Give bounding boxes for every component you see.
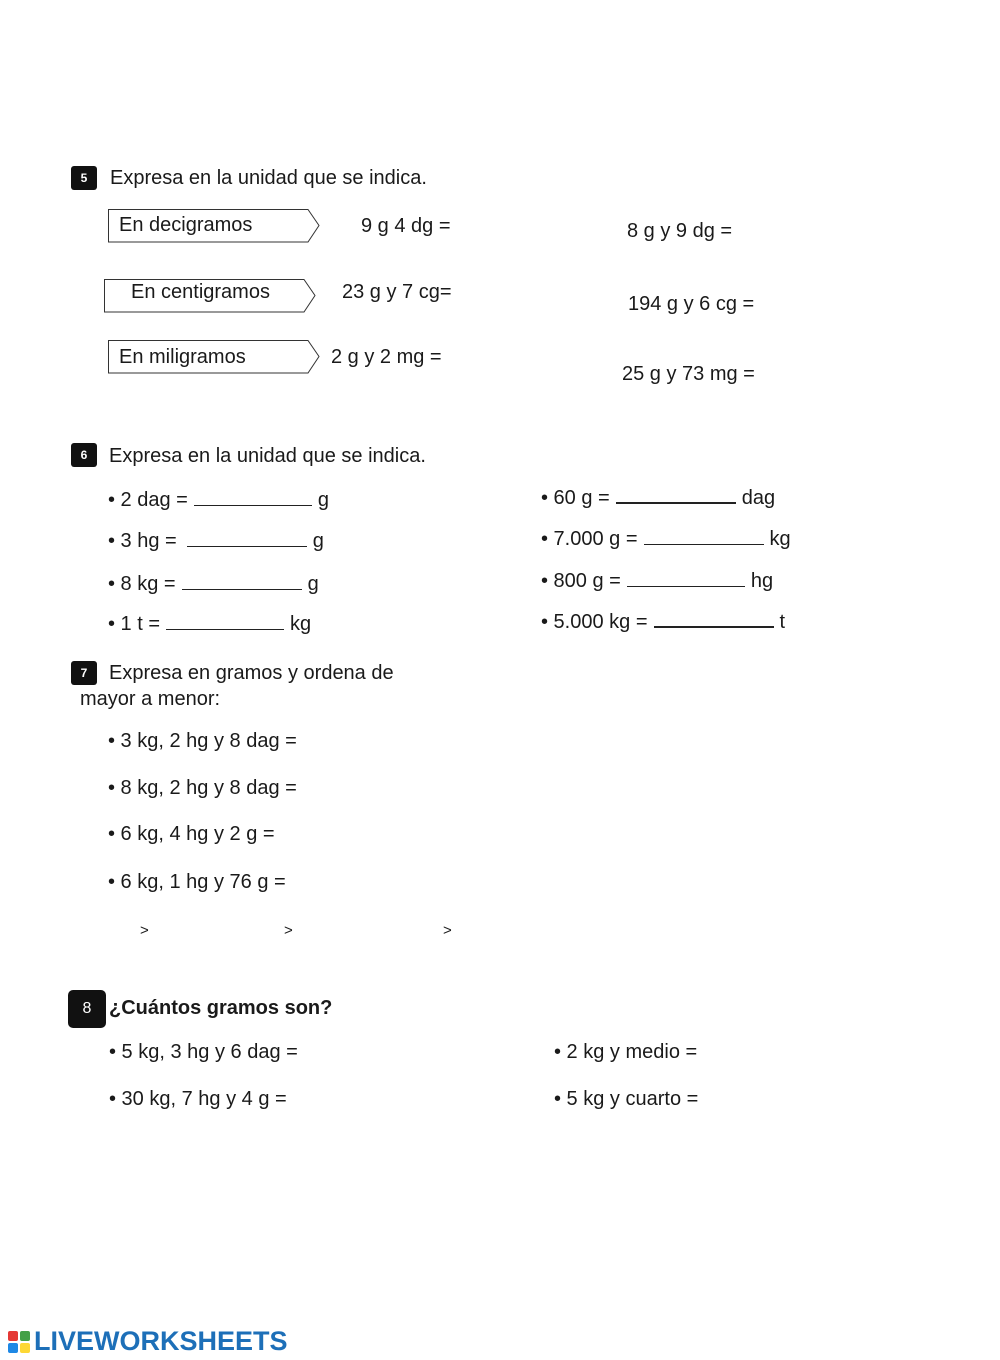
answer-blank[interactable]: [182, 571, 302, 590]
item-unit: g: [317, 489, 329, 511]
item-unit: g: [312, 530, 324, 552]
section7-instruction-line2: mayor a menor:: [80, 688, 221, 710]
unit-box-decigramos: [108, 209, 320, 243]
section7-item-4: • 6 kg, 1 hg y 76 g =: [108, 871, 286, 893]
unit-box-miligramos: [108, 340, 320, 374]
item-text: • 8 kg =: [108, 573, 176, 595]
logo-cube: [20, 1343, 30, 1353]
section6-right-item-2: [541, 526, 791, 551]
section6-left-item-4: [108, 611, 311, 636]
section6-right-item-3: [541, 568, 773, 593]
section6-right-item-1: [541, 484, 775, 510]
answer-blank[interactable]: [194, 487, 312, 506]
item-unit: t: [779, 611, 786, 633]
answer-blank[interactable]: [627, 568, 745, 587]
unit-box-centigramos: [104, 279, 316, 313]
section7-instruction-line1: Expresa en gramos y ordena de: [109, 662, 394, 684]
item-text: • 60 g =: [541, 487, 610, 509]
item-text: • 5.000 kg =: [541, 611, 648, 633]
unit-label: En miligramos: [119, 346, 246, 368]
item-text: • 2 dag =: [108, 489, 188, 511]
logo-cubes-icon: [8, 1331, 30, 1353]
section7-number: 7: [71, 661, 97, 685]
answer-blank[interactable]: [166, 611, 284, 630]
section6-number: 6: [71, 443, 97, 467]
logo-cube: [20, 1331, 30, 1341]
item-text: • 3 hg =: [108, 530, 177, 552]
section5-row3-left: 2 g y 2 mg =: [331, 346, 442, 368]
section6-right-item-4: [541, 608, 785, 634]
item-text: • 1 t =: [108, 613, 161, 635]
section6-instruction: Expresa en la unidad que se indica.: [109, 445, 426, 467]
section5-row1-right: 8 g y 9 dg =: [627, 220, 733, 242]
answer-blank[interactable]: [616, 484, 736, 504]
section6-left-item-2: [108, 528, 324, 553]
section8-right-item-1: • 2 kg y medio =: [554, 1041, 698, 1063]
logo-cube: [8, 1343, 18, 1353]
item-unit: kg: [290, 613, 312, 635]
section7-item-2: • 8 kg, 2 hg y 8 dag =: [108, 777, 297, 799]
answer-blank[interactable]: [644, 526, 764, 545]
item-text: • 800 g =: [541, 570, 621, 592]
logo-cube: [8, 1331, 18, 1341]
section8-title: ¿Cuántos gramos son?: [109, 997, 333, 1019]
section5-instruction: Expresa en la unidad que se indica.: [110, 167, 427, 189]
item-unit: dag: [741, 487, 776, 509]
item-text: • 7.000 g =: [541, 528, 638, 550]
liveworksheets-logo[interactable]: [8, 1326, 288, 1357]
section8-left-item-2: • 30 kg, 7 hg y 4 g =: [109, 1088, 287, 1110]
order-sign-1: >: [140, 922, 149, 939]
section7-item-3: • 6 kg, 4 hg y 2 g =: [108, 823, 275, 845]
section5-row1-left: 9 g 4 dg =: [361, 215, 451, 237]
answer-blank[interactable]: [654, 608, 774, 628]
section5-row2-left: 23 g y 7 cg=: [342, 281, 452, 303]
section5-number: 5: [71, 166, 97, 190]
section5-row3-right: 25 g y 73 mg =: [622, 363, 755, 385]
order-sign-3: >: [443, 922, 452, 939]
section7-item-1: • 3 kg, 2 hg y 8 dag =: [108, 730, 297, 752]
answer-blank[interactable]: [187, 528, 307, 547]
section8-left-item-1: • 5 kg, 3 hg y 6 dag =: [109, 1041, 298, 1063]
item-unit: kg: [769, 528, 791, 550]
logo-wordmark: LIVEWORKSHEETS: [34, 1326, 288, 1356]
section8-right-item-2: • 5 kg y cuarto =: [554, 1088, 699, 1110]
section6-left-item-1: [108, 487, 329, 512]
unit-label: En centigramos: [131, 281, 270, 303]
section5-row2-right: 194 g y 6 cg =: [628, 293, 755, 315]
unit-label: En decigramos: [119, 214, 253, 236]
section8-number: 8: [68, 990, 106, 1028]
order-sign-2: >: [284, 922, 293, 939]
item-unit: hg: [750, 570, 774, 592]
item-unit: g: [307, 573, 319, 595]
section6-left-item-3: [108, 571, 319, 596]
